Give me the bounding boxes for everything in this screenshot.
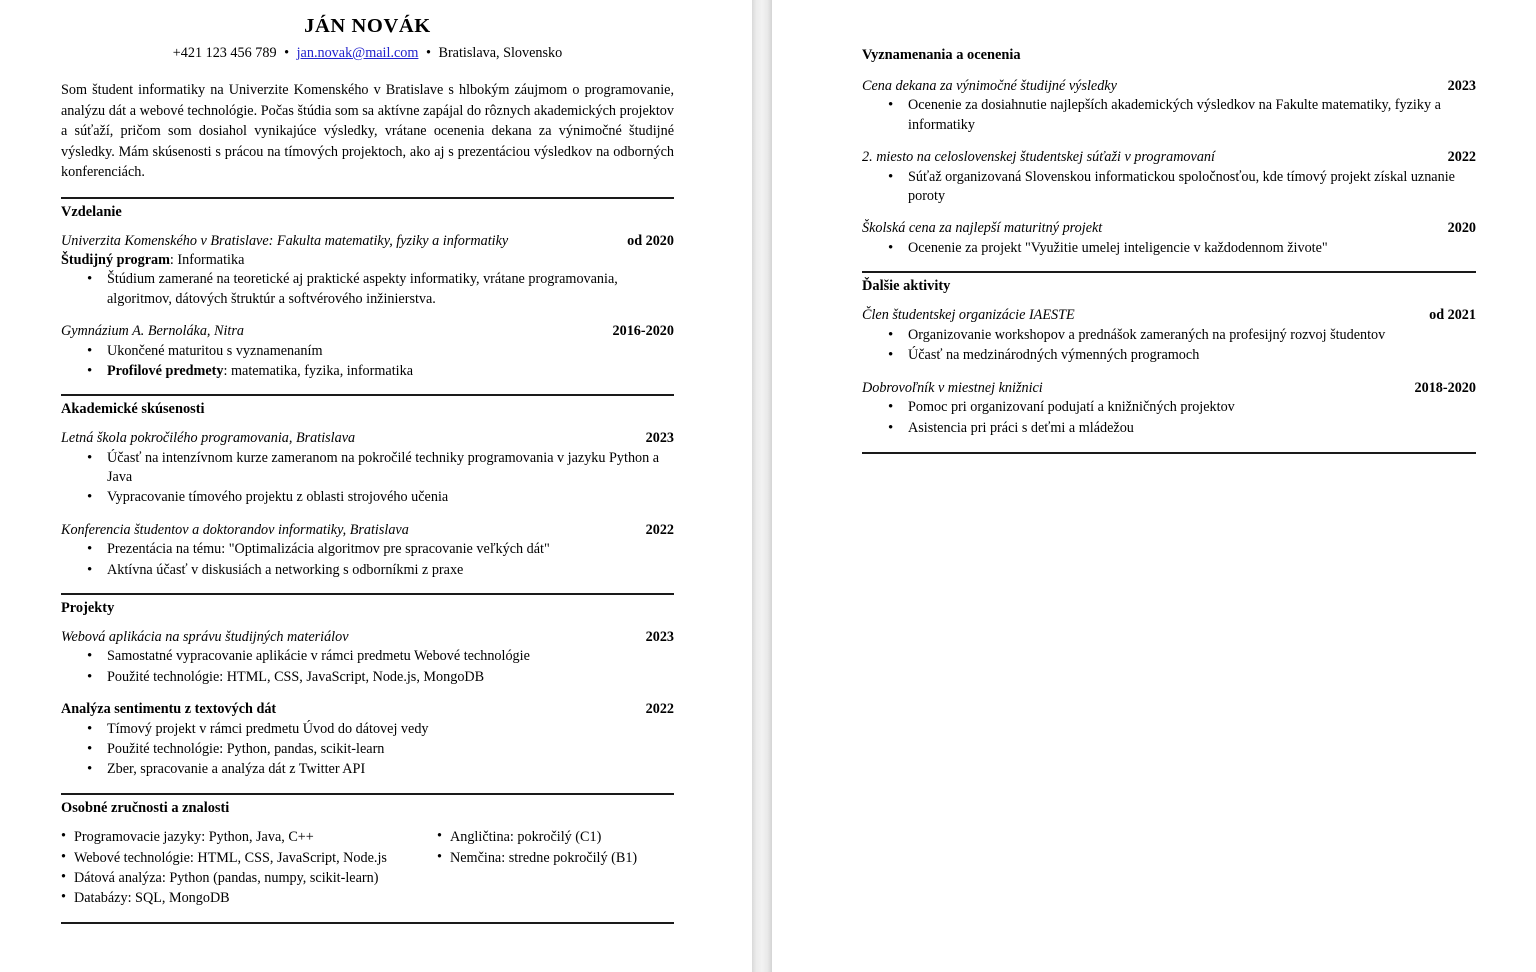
location-text: Bratislava, Slovensko [438, 44, 563, 61]
section-divider-education [61, 197, 674, 199]
entry-title: Webová aplikácia na správu študijných materiálov [61, 628, 349, 645]
entry-header [862, 77, 1476, 96]
list-item: • Pomoc pri organizovaní podujatí a knižničných projektov [908, 398, 1476, 417]
activity-entry [862, 379, 1476, 438]
entry-date: 2022 [1447, 149, 1476, 166]
list-item: • Prezentácia na tému: "Optimalizácia algoritmov pre spracovanie veľkých dát" [107, 540, 674, 559]
entry-header [61, 628, 674, 647]
entry-subtitle-value: : Informatika [169, 251, 245, 268]
entry-date: od 2020 [627, 232, 674, 249]
entry-title: Gymnázium A. Bernoláka, Nitra [61, 322, 244, 339]
entry-header [61, 322, 674, 341]
list-item: • Asistencia pri práci s deťmi a mládežou [908, 419, 1476, 438]
candidate-name: JÁN NOVÁK [304, 15, 431, 37]
entry-date: 2016-2020 [612, 322, 674, 339]
section-divider-projects [61, 593, 674, 595]
page-two [772, 0, 1536, 972]
section-divider-activities [862, 271, 1476, 273]
list-item: • Databázy: SQL, MongoDB [61, 888, 437, 908]
skills-column-technical [61, 827, 437, 908]
list-item: • Ukončené maturitou s vyznamenaním [107, 342, 674, 361]
entry-bullets [862, 96, 1476, 135]
entry-title: Analýza sentimentu z textových dát [61, 701, 277, 718]
entry-bullets [61, 720, 674, 780]
skills-grid [61, 827, 674, 908]
list-item: • Účasť na intenzívnom kurze zameranom na pokročilé techniky programovania v jazyku Python a Java [107, 449, 674, 488]
entry-bullets [862, 239, 1476, 258]
email-link[interactable]: jan.novak@mail.com [296, 44, 419, 61]
list-item: • Dátová analýza: Python (pandas, numpy, scikit-learn) [61, 868, 437, 888]
entry-bullets [862, 326, 1476, 366]
entry-bullets [61, 449, 674, 508]
project-entry [61, 628, 674, 687]
page-gutter [752, 0, 772, 972]
list-item: • Použité technológie: HTML, CSS, JavaScript, Node.js, MongoDB [107, 668, 674, 687]
entry-date: 2018-2020 [1414, 379, 1476, 396]
list-item: • Webové technológie: HTML, CSS, JavaScript, Node.js [61, 848, 437, 868]
entry-bullets [61, 270, 674, 309]
entry-bullets [61, 342, 674, 382]
academic-entry [61, 429, 674, 508]
list-item [107, 362, 674, 381]
entry-title: Člen študentskej organizácie IAESTE [862, 307, 1075, 324]
award-entry [862, 219, 1476, 258]
list-item: • Zber, spracovanie a analýza dát z Twitter API [107, 760, 674, 779]
entry-header [61, 429, 674, 448]
list-item: • Súťaž organizovaná Slovenskou informatickou spoločnosťou, kde tímový projekt získal uznanie poroty [908, 168, 1476, 207]
entry-date: 2022 [645, 521, 674, 538]
list-item: • Nemčina: stredne pokročilý (B1) [437, 848, 637, 868]
section-title-activities: Ďalšie aktivity [862, 278, 951, 295]
list-item: • Aktívna účasť v diskusiách a networking s odborníkmi z praxe [107, 561, 674, 580]
entry-title: Univerzita Komenského v Bratislave: Fakulta matematiky, fyziky a informatiky [61, 232, 509, 249]
list-item: • Ocenenie za projekt "Využitie umelej inteligencie v každodennom živote" [908, 239, 1476, 258]
entry-header [862, 148, 1476, 167]
list-item: • Tímový projekt v rámci predmetu Úvod do dátovej vedy [107, 720, 674, 739]
list-item: • Programovacie jazyky: Python, Java, C++ [61, 827, 437, 847]
list-item: • Účasť na medzinárodných výmenných programoch [908, 346, 1476, 365]
list-item: • Vypracovanie tímového projektu z oblasti strojového učenia [107, 488, 674, 507]
list-item: • Angličtina: pokročilý (C1) [437, 827, 637, 847]
contact-separator-2: • [425, 44, 431, 61]
profile-summary: Som študent informatiky na Univerzite Komenského v Bratislave s hlbokým záujmom o programovanie, analýzu dát a webové technológie. Počas štúdia som sa aktívne zapájal do rôznych akademických projektov a súťaží, pričom som dosiahol vynikajúce výsledky, vrátane ocenenia dekana za výnimočné študijné výsledky. Mám skúsenosti s prácou na tímových projektoch, ako aj s prezentáciou výsledkov na odborných konferenciách. [61, 82, 674, 181]
section-title-skills: Osobné zručnosti a znalosti [61, 799, 230, 816]
section-divider-skills [61, 793, 674, 795]
list-item: • Organizovanie workshopov a prednášok zameraných na profesijný rozvoj študentov [908, 326, 1476, 345]
activity-entry [862, 306, 1476, 365]
entry-header [862, 219, 1476, 238]
list-item-value: : matematika, fyzika, informatika [223, 362, 413, 379]
skills-column-languages [437, 827, 637, 908]
entry-date: 2022 [645, 701, 674, 718]
list-item-label: Profilové predmety [107, 362, 224, 379]
section-title-education: Vzdelanie [61, 204, 122, 221]
award-entry [862, 77, 1476, 135]
list-item: • Štúdium zamerané na teoretické aj praktické aspekty informatiky, vrátane programovania, algoritmov, dátových štruktúr a softvérového inžinierstva. [107, 270, 674, 309]
section-title-academic-experience: Akademické skúsenosti [61, 401, 205, 418]
page-two-closing-rule [862, 452, 1476, 454]
entry-header [862, 379, 1476, 398]
entry-date: od 2021 [1429, 307, 1476, 324]
page-one-closing-rule [61, 922, 674, 924]
entry-bullets [862, 168, 1476, 207]
entry-header [61, 521, 674, 540]
academic-entry [61, 521, 674, 580]
entry-date: 2023 [1447, 77, 1476, 94]
entry-bullets [61, 540, 674, 580]
list-item: • Použité technológie: Python, pandas, scikit-learn [107, 740, 674, 759]
entry-bullets [862, 398, 1476, 438]
entry-header [862, 306, 1476, 325]
section-title-awards: Vyznamenania a ocenenia [862, 47, 1021, 63]
award-entry [862, 148, 1476, 206]
entry-title: Dobrovoľník v miestnej knižnici [862, 379, 1043, 396]
entry-title: Letná škola pokročilého programovania, Bratislava [61, 429, 356, 446]
entry-header [61, 700, 674, 719]
project-entry [61, 700, 674, 780]
entry-date: 2023 [645, 429, 674, 446]
entry-bullets [61, 647, 674, 687]
page-one [0, 0, 752, 972]
entry-title: Cena dekana za výnimočné študijné výsledky [862, 77, 1117, 94]
contact-line [61, 44, 674, 62]
entry-subtitle-label: Študijný program [61, 251, 170, 268]
entry-date: 2020 [1447, 220, 1476, 237]
entry-header [61, 232, 674, 251]
phone-number: +421 123 456 789 [172, 44, 277, 61]
contact-separator-1: • [284, 44, 290, 61]
entry-title: Školská cena za najlepší maturitný projekt [862, 220, 1103, 237]
list-item: • Samostatné vypracovanie aplikácie v rámci predmetu Webové technológie [107, 647, 674, 666]
entry-date: 2023 [645, 628, 674, 645]
education-entry [61, 232, 674, 309]
education-entry [61, 322, 674, 381]
entry-subtitle [61, 251, 674, 270]
entry-title: Konferencia študentov a doktorandov informatiky, Bratislava [61, 521, 409, 538]
section-divider-academic [61, 394, 674, 396]
section-title-projects: Projekty [61, 599, 115, 616]
list-item: • Ocenenie za dosiahnutie najlepších akademických výsledkov na Fakulte matematiky, fyziky a informatiky [908, 96, 1476, 135]
entry-title: 2. miesto na celoslovenskej študentskej súťaži v programovaní [862, 149, 1215, 166]
